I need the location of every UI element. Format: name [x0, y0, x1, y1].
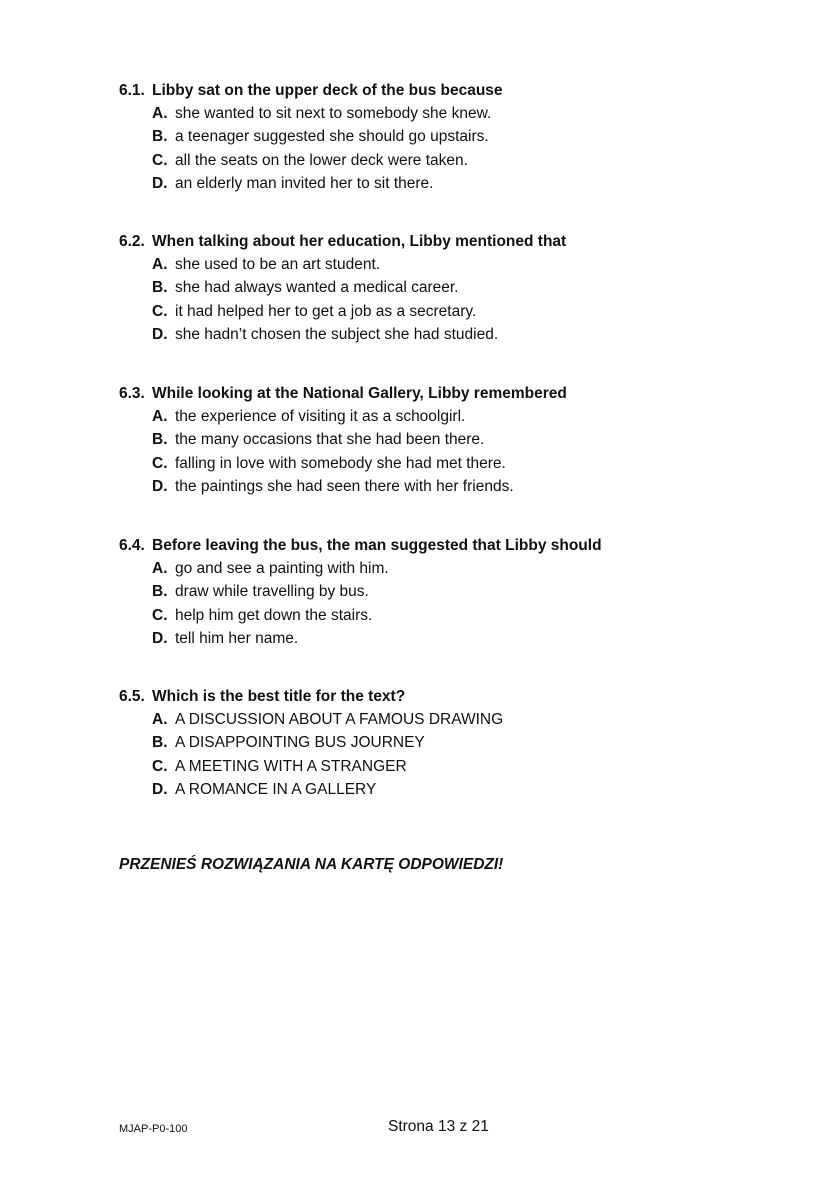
option-text: A DISAPPOINTING BUS JOURNEY — [175, 734, 425, 752]
question-text: When talking about her education, Libby mentioned that — [152, 233, 567, 250]
option-letter: C. — [152, 757, 168, 775]
option-text: A ROMANCE IN A GALLERY — [175, 780, 377, 798]
question-6-1 — [119, 79, 759, 195]
option-text: she used to be an art student. — [175, 256, 381, 273]
option-letter: C. — [152, 454, 168, 472]
question-stem — [119, 382, 759, 405]
option-letter: B. — [152, 431, 168, 449]
option-letter: A. — [152, 105, 168, 122]
option-letter: B. — [152, 128, 168, 146]
option-text: she hadn’t chosen the subject she had studied. — [175, 325, 499, 343]
option-letter: B. — [152, 734, 168, 752]
option-letter: C. — [152, 151, 168, 169]
option-text: all the seats on the lower deck were taken. — [175, 151, 468, 169]
option-text: help him get down the stairs. — [175, 606, 373, 624]
option-text: a teenager suggested she should go upstairs. — [175, 128, 489, 146]
question-text: Libby sat on the upper deck of the bus because — [152, 82, 503, 99]
option-text: tell him her name. — [175, 629, 299, 647]
option-letter: C. — [152, 302, 168, 320]
answer-option-b — [119, 731, 759, 754]
question-6-4 — [119, 534, 759, 650]
answer-option-a — [119, 405, 759, 428]
answer-option-a — [119, 253, 759, 276]
option-letter: C. — [152, 606, 168, 624]
question-number: 6.4. — [119, 537, 145, 554]
option-letter: B. — [152, 279, 168, 297]
question-stem — [119, 79, 759, 102]
option-text: the many occasions that she had been there. — [175, 431, 485, 449]
question-text: While looking at the National Gallery, Libby remembered — [152, 385, 567, 402]
question-number: 6.2. — [119, 233, 145, 250]
answer-option-c — [119, 604, 759, 627]
answer-option-a — [119, 708, 759, 731]
option-text: A MEETING WITH A STRANGER — [175, 757, 407, 775]
option-text: falling in love with somebody she had met there. — [175, 454, 506, 472]
page-number: Strona 13 z 21 — [388, 1118, 489, 1135]
answer-option-a — [119, 557, 759, 580]
option-text: the paintings she had seen there with her friends. — [175, 477, 514, 495]
option-text: it had helped her to get a job as a secretary. — [175, 302, 477, 320]
answer-options — [119, 405, 759, 498]
option-letter: D. — [152, 325, 168, 343]
answer-option-b — [119, 428, 759, 451]
answer-option-b — [119, 580, 759, 603]
option-letter: A. — [152, 256, 168, 273]
question-number: 6.1. — [119, 82, 145, 99]
transfer-answers-instruction: PRZENIEŚ ROZWIĄZANIA NA KARTĘ ODPOWIEDZI! — [119, 856, 504, 873]
option-letter: A. — [152, 560, 168, 577]
question-number: 6.3. — [119, 385, 145, 402]
question-6-2 — [119, 230, 759, 346]
option-letter: B. — [152, 583, 168, 601]
answer-option-b — [119, 276, 759, 299]
question-stem — [119, 230, 759, 253]
answer-options — [119, 557, 759, 650]
answer-option-b — [119, 125, 759, 148]
answer-options — [119, 253, 759, 346]
answer-options — [119, 708, 759, 801]
option-text: draw while travelling by bus. — [175, 583, 369, 601]
answer-option-d — [119, 172, 759, 195]
answer-option-c — [119, 452, 759, 475]
answer-option-d — [119, 475, 759, 498]
answer-option-d — [119, 627, 759, 650]
option-letter: A. — [152, 711, 168, 728]
question-stem — [119, 534, 759, 557]
option-letter: D. — [152, 629, 168, 647]
answer-option-d — [119, 323, 759, 346]
answer-options — [119, 102, 759, 195]
option-text: go and see a painting with him. — [175, 560, 389, 577]
option-text: A DISCUSSION ABOUT A FAMOUS DRAWING — [175, 711, 504, 728]
option-letter: D. — [152, 780, 168, 798]
question-6-5 — [119, 685, 759, 801]
question-text: Which is the best title for the text? — [152, 688, 406, 705]
exam-code: MJAP-P0-100 — [119, 1123, 188, 1135]
question-text: Before leaving the bus, the man suggested that Libby should — [152, 537, 602, 554]
answer-option-c — [119, 149, 759, 172]
answer-option-d — [119, 778, 759, 801]
option-letter: D. — [152, 477, 168, 495]
question-number: 6.5. — [119, 688, 145, 705]
option-text: the experience of visiting it as a schoolgirl. — [175, 408, 466, 425]
question-stem — [119, 685, 759, 708]
option-text: an elderly man invited her to sit there. — [175, 174, 434, 192]
answer-option-c — [119, 300, 759, 323]
answer-option-a — [119, 102, 759, 125]
question-6-3 — [119, 382, 759, 498]
option-text: she had always wanted a medical career. — [175, 279, 459, 297]
option-letter: D. — [152, 174, 168, 192]
option-text: she wanted to sit next to somebody she knew. — [175, 105, 492, 122]
option-letter: A. — [152, 408, 168, 425]
answer-option-c — [119, 755, 759, 778]
